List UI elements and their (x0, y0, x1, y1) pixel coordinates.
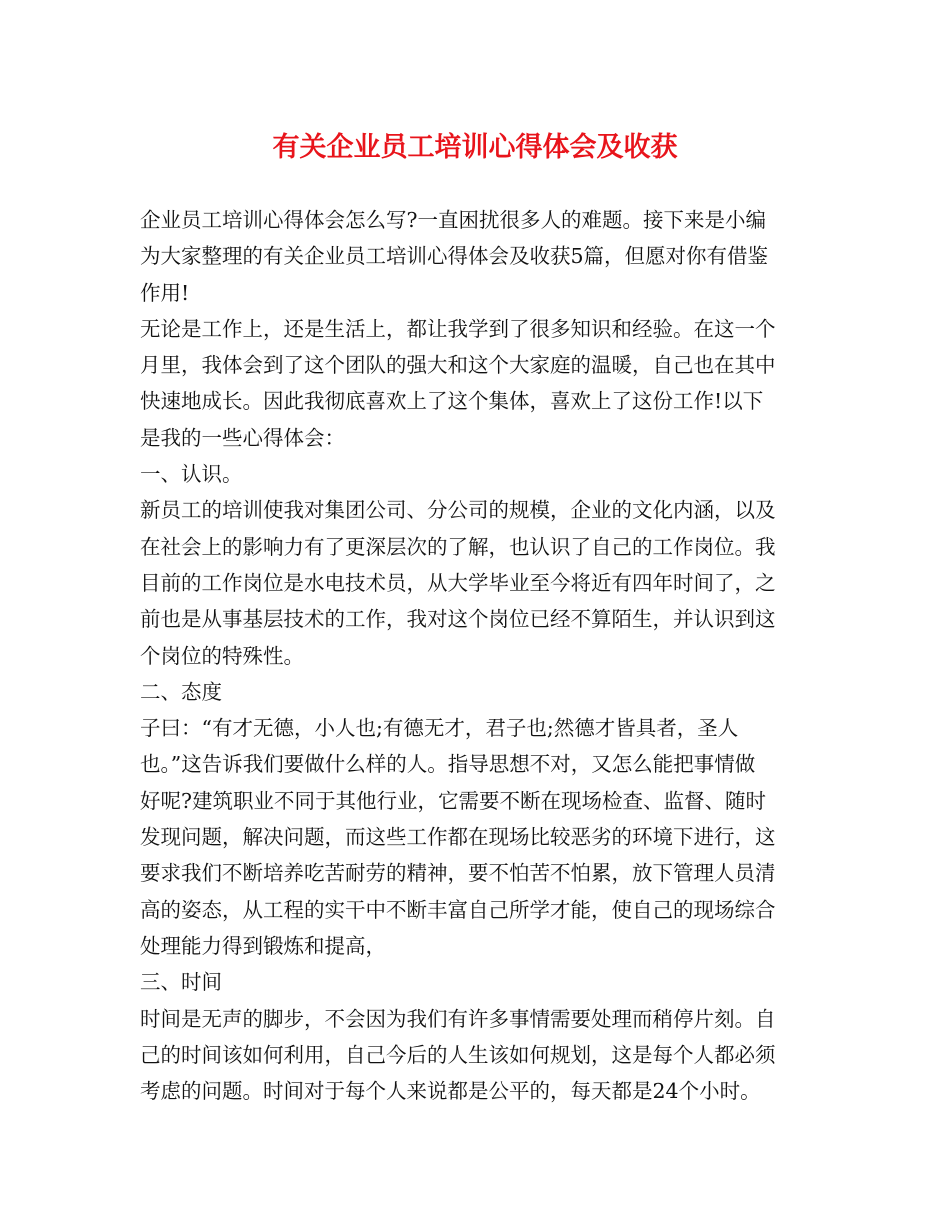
body-line: 无论是工作上，还是生活上，都让我学到了很多知识和经验。在这一个 (140, 316, 776, 341)
body-line: 快速地成长。因此我彻底喜欢上了这个集体，喜欢上了这份工作!以下 (140, 389, 764, 414)
document-body (140, 202, 820, 1109)
body-line: 时间是无声的脚步，不会因为我们有许多事情需要处理而稍停片刻。自 (140, 1006, 776, 1031)
body-line: 作用! (140, 280, 190, 305)
body-line: 新员工的培训使我对集团公司、分公司的规模，企业的文化内涵，以及 (140, 498, 776, 523)
section-heading: 二、态度 (140, 679, 222, 704)
body-line: 月里，我体会到了这个团队的强大和这个大家庭的温暖，自己也在其中 (140, 353, 776, 378)
body-line: 在社会上的影响力有了更深层次的了解，也认识了自己的工作岗位。我 (140, 534, 776, 559)
body-line: 企业员工培训心得体会怎么写?一直困扰很多人的难题。接下来是小编 (140, 208, 766, 232)
body-line: 个岗位的特殊性。 (140, 643, 304, 668)
body-line: 子曰：“有才无德，小人也;有德无才，君子也;然德才皆具者，圣人 (140, 716, 739, 741)
body-line: 也。”这告诉我们要做什么样的人。指导思想不对，又怎么能把事情做 (140, 752, 756, 777)
body-line: 发现问题，解决问题，而这些工作都在现场比较恶劣的环境下进行，这 (140, 825, 776, 850)
body-line: 处理能力得到锻炼和提高， (140, 933, 386, 958)
section-heading: 一、认识。 (140, 462, 243, 487)
body-line: 前也是从事基层技术的工作，我对这个岗位已经不算陌生，并认识到这 (140, 607, 776, 632)
body-line: 为大家整理的有关企业员工培训心得体会及收获5篇，但愿对你有借鉴 (140, 244, 769, 269)
body-line: 目前的工作岗位是水电技术员，从大学毕业至今将近有四年时间了，之 (140, 570, 776, 595)
body-line: 高的姿态，从工程的实干中不断丰富自己所学才能，使自己的现场综合 (140, 897, 776, 922)
document-title: 有关企业员工培训心得体会及收获 (272, 132, 678, 163)
section-heading: 三、时间 (140, 970, 222, 995)
body-line: 是我的一些心得体会： (140, 425, 345, 450)
body-line: 好呢?建筑职业不同于其他行业，它需要不断在现场检查、监督、随时 (140, 788, 766, 813)
body-line: 要求我们不断培养吃苦耐劳的精神，要不怕苦不怕累，放下管理人员清 (140, 861, 776, 886)
body-line: 己的时间该如何利用，自己今后的人生该如何规划，这是每个人都必须 (140, 1042, 776, 1067)
body-line: 考虑的问题。时间对于每个人来说都是公平的，每天都是24个小时。 (140, 1079, 761, 1104)
